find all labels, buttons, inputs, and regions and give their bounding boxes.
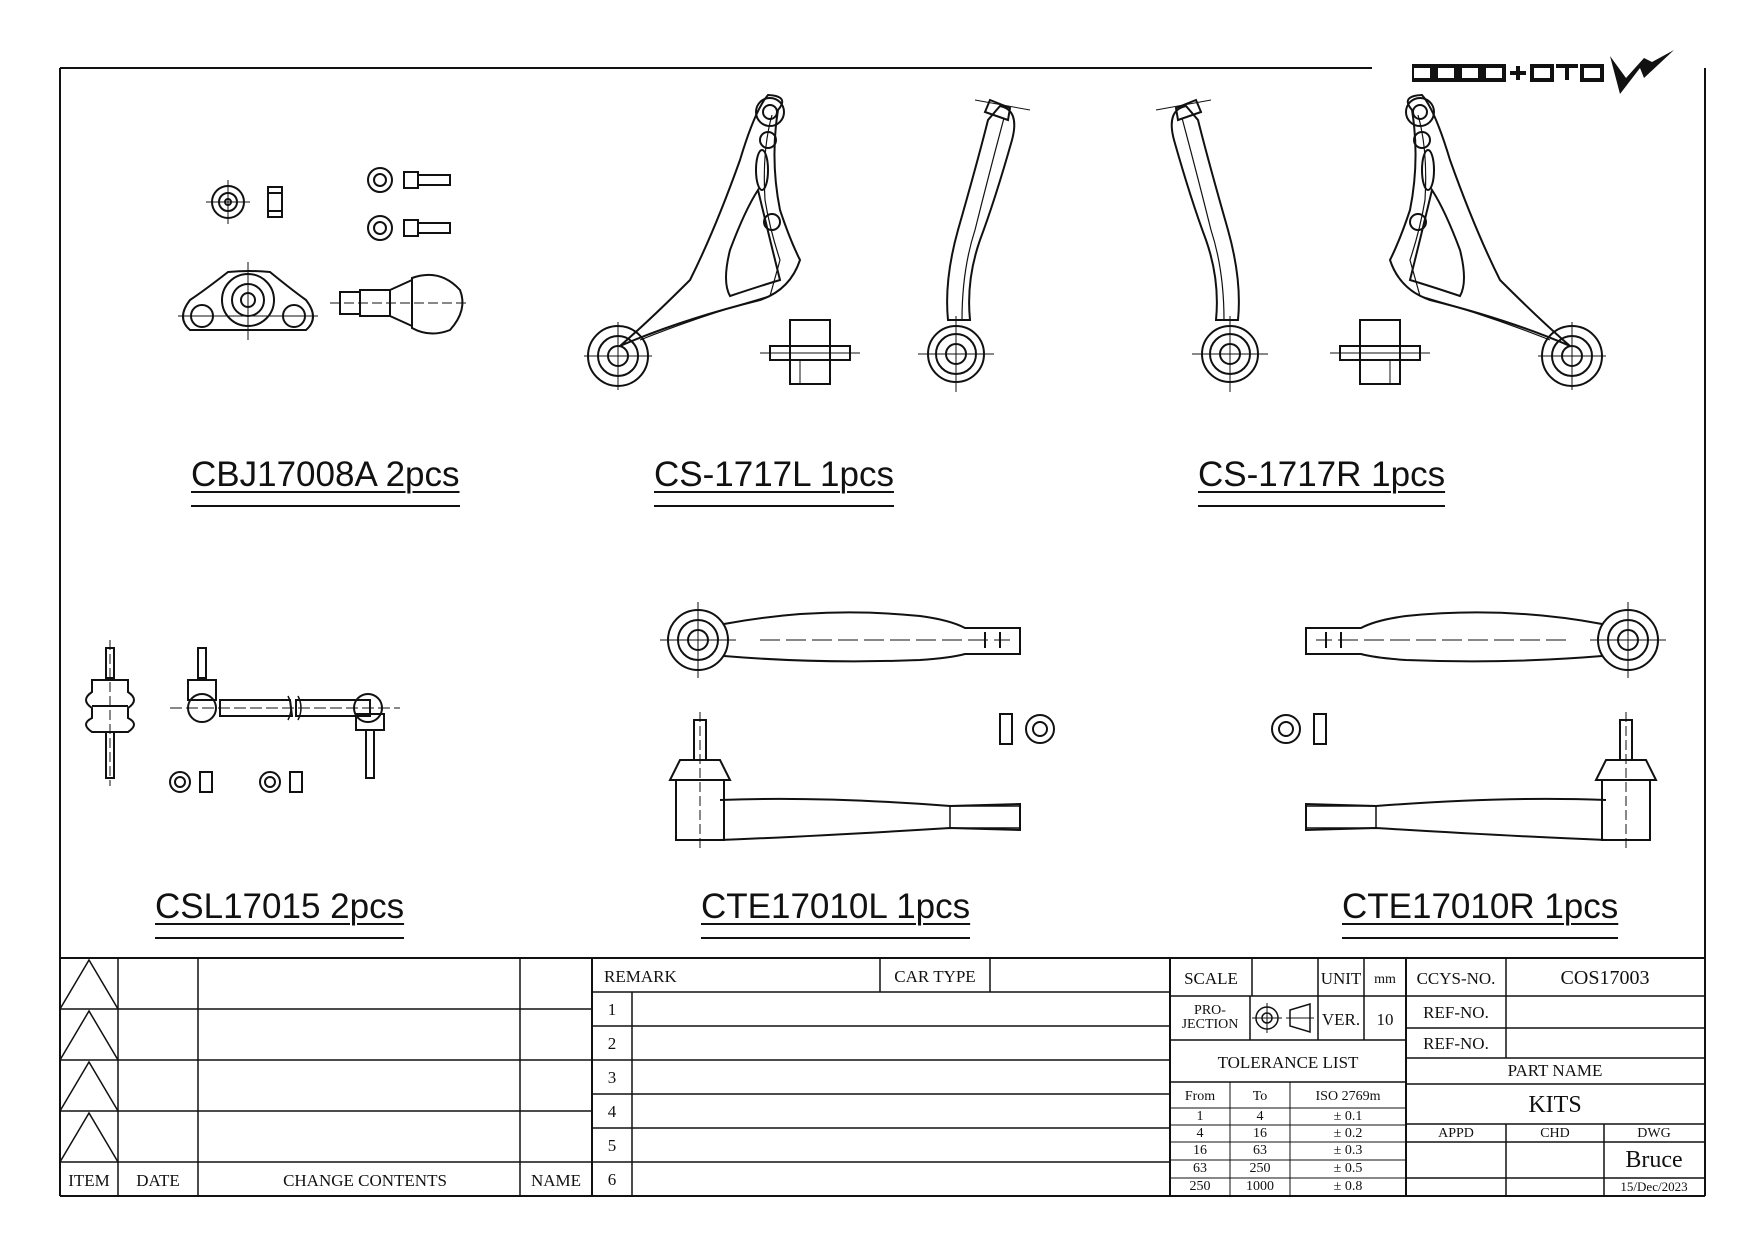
tolerance-header-from: From [1184, 1089, 1216, 1104]
appd-label: APPD [1438, 1126, 1474, 1141]
drawing-tie-rod-left [660, 602, 1054, 850]
drawing-date: 15/Dec/2023 [1620, 1179, 1688, 1194]
header-item: ITEM [68, 1171, 110, 1190]
ver-value: 10 [1376, 1010, 1394, 1029]
dwg-label: DWG [1637, 1126, 1671, 1141]
tolerance-row-to: 1000 [1246, 1179, 1274, 1194]
part-label-stabilizer-link: CSL17015 2pcs [155, 887, 405, 926]
tolerance-row-to: 63 [1253, 1143, 1267, 1158]
drawer-name: Bruce [1625, 1147, 1683, 1173]
tolerance-row-from: 1 [1196, 1109, 1204, 1124]
tolerance-row-value: ± 0.5 [1333, 1161, 1363, 1176]
drawing-control-arm-right-side [1156, 100, 1268, 392]
title-block-grid [60, 958, 1705, 1196]
tolerance-row-to: 250 [1249, 1161, 1271, 1176]
tolerance-title: TOLERANCE LIST [1217, 1053, 1359, 1072]
header-change-contents: CHANGE CONTENTS [283, 1171, 447, 1190]
ccys-no-value: COS17003 [1560, 967, 1650, 989]
unit-label: UNIT [1320, 969, 1362, 988]
ver-label: VER. [1321, 1010, 1361, 1029]
tolerance-row-to: 4 [1256, 1109, 1264, 1124]
tolerance-row-from: 250 [1189, 1179, 1211, 1194]
part-name-value: KITS [1528, 1092, 1582, 1118]
unit-value: mm [1374, 972, 1396, 987]
part-label-control-arm-left: CS-1717L 1pcs [654, 455, 894, 494]
logo-wordmark-icon [1412, 66, 1602, 80]
sheet-border [60, 68, 1705, 1196]
chd-label: CHD [1540, 1126, 1570, 1141]
header-name: NAME [530, 1171, 582, 1190]
drawing-stabilizer-link [86, 640, 400, 792]
drawing-tie-rod-right [1272, 602, 1666, 850]
tolerance-row-value: ± 0.2 [1333, 1126, 1363, 1141]
logo-emblem-icon [1610, 50, 1674, 94]
part-label-ball-joint: CBJ17008A 2pcs [191, 455, 460, 494]
projection-symbol-icon [1252, 1003, 1314, 1033]
remark-row-6: 6 [607, 1170, 617, 1189]
remark-row-1: 1 [607, 1000, 617, 1019]
remark-row-4: 4 [607, 1102, 617, 1121]
drawing-control-arm-left [584, 95, 860, 390]
tolerance-row-value: ± 0.8 [1333, 1179, 1363, 1194]
tolerance-row-value: ± 0.3 [1333, 1143, 1363, 1158]
header-date: DATE [136, 1171, 180, 1190]
part-label-tie-rod-right: CTE17010R 1pcs [1342, 887, 1619, 926]
tolerance-row-from: 16 [1193, 1143, 1207, 1158]
ref-no-label-2: REF-NO. [1423, 1034, 1489, 1053]
remark-row-2: 2 [607, 1034, 617, 1053]
part-label-tie-rod-left: CTE17010L 1pcs [701, 887, 971, 926]
tolerance-row-from: 4 [1196, 1126, 1204, 1141]
remark-row-5: 5 [607, 1136, 617, 1155]
ref-no-label: REF-NO. [1423, 1003, 1489, 1022]
tolerance-row-from: 63 [1193, 1161, 1207, 1176]
tolerance-header-to: To [1252, 1089, 1268, 1104]
remark-label: REMARK [604, 967, 677, 986]
logo-graphic [1412, 48, 1692, 104]
drawing-control-arm-left-side [918, 100, 1030, 392]
car-type-label: CAR TYPE [894, 967, 976, 986]
tolerance-row-to: 16 [1253, 1126, 1267, 1141]
ccys-ctc-logo [1412, 48, 1692, 109]
ccys-no-label: CCYS-NO. [1416, 969, 1496, 988]
tolerance-header-iso: ISO 2769m [1315, 1089, 1381, 1104]
projection-label: PRO- JECTION [1181, 1003, 1239, 1032]
part-name-label: PART NAME [1507, 1061, 1603, 1080]
part-label-control-arm-right: CS-1717R 1pcs [1198, 455, 1446, 494]
drawing-control-arm-right [1330, 95, 1606, 390]
tolerance-row-value: ± 0.1 [1333, 1109, 1363, 1124]
drawing-ball-joint-kit [178, 168, 470, 340]
scale-label: SCALE [1184, 969, 1238, 988]
remark-row-3: 3 [607, 1068, 617, 1087]
